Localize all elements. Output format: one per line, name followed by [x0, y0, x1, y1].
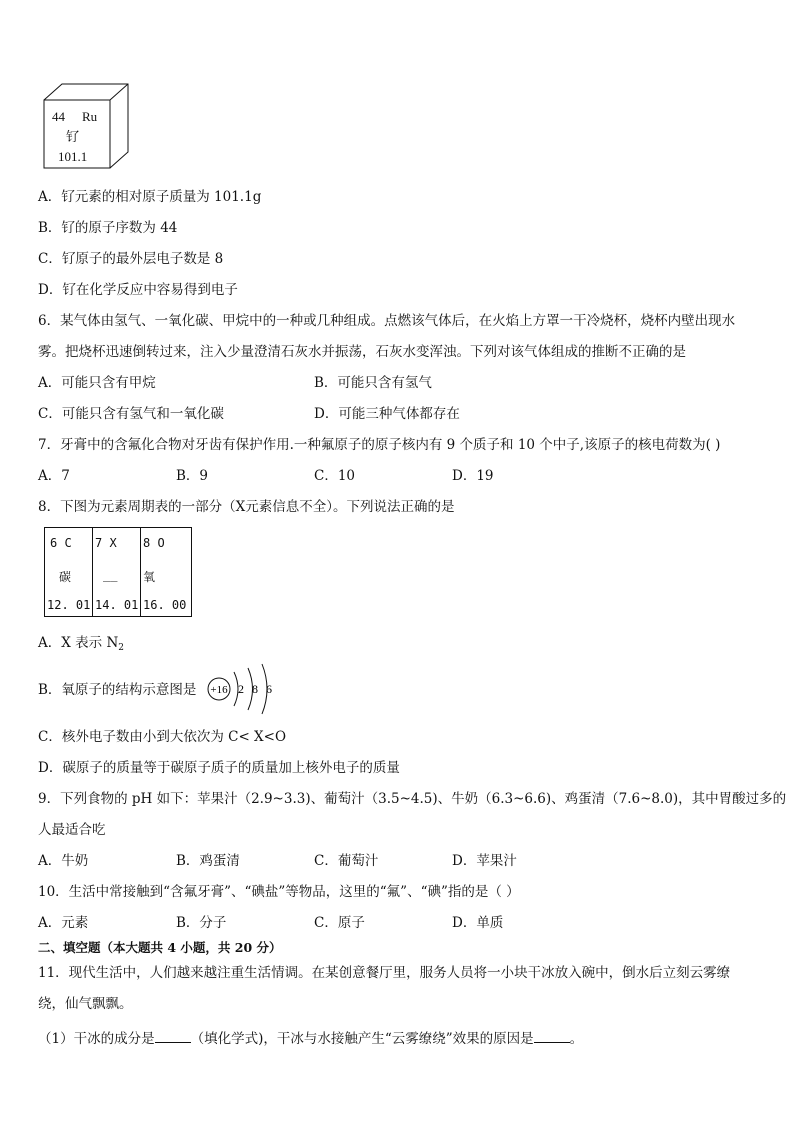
q11-sub1-part-b: （填化学式)，干冰与水接触产生“云雾缭绕”效果的原因是: [190, 1031, 534, 1047]
q10-stem: 10．生活中常接触到“含氟牙膏”、“碘盐”等物品，这里的“氟”、“碘”指的是（ ）: [38, 884, 520, 900]
q9-option-c: C．葡萄汁: [314, 853, 379, 869]
element-cell-carbon: [45, 528, 93, 617]
cell-mass: 14. 01: [95, 598, 139, 612]
element-cell-x: [93, 528, 141, 617]
cell-number-symbol: 8 O: [143, 536, 165, 550]
cell-mass: 16. 00: [143, 598, 187, 612]
q8-option-d: D．碳原子的质量等于碳原子质子的质量加上核外电子的质量: [38, 760, 400, 776]
q9-option-d: D．苹果汁: [452, 853, 517, 869]
q8-option-c: C．核外电子数由小到大依次为 C< X<O: [38, 729, 287, 745]
q7-option-c: C．10: [314, 468, 356, 484]
shell-1-electrons: 2: [238, 682, 244, 696]
q8-stem: 8．下图为元素周期表的一部分（X元素信息不全）。下列说法正确的是: [38, 499, 455, 515]
nucleus-charge: +16: [210, 684, 228, 696]
q6-option-d: D．可能三种气体都存在: [314, 406, 460, 422]
cell-name: 碳: [59, 570, 72, 584]
q7-option-a: A．7: [38, 468, 70, 484]
ru-name: 钌: [66, 129, 80, 144]
q6-option-a: A．可能只含有甲烷: [38, 375, 156, 391]
q11-sub1-part-c: 。: [569, 1031, 584, 1047]
q11-subquestion-1: [38, 1030, 583, 1048]
q8-option-a-text: A．X 表示 N: [38, 635, 119, 651]
cell-number-symbol: 6 C: [50, 536, 72, 550]
q6-option-b: B．可能只含有氢气: [314, 375, 432, 391]
q11-stem-line1: 11．现代生活中，人们越来越注重生活情调。在某创意餐厅里，服务人员将一小块干冰放入碗中，倒水后立刻云雾缭: [38, 965, 731, 981]
q7-option-b: B．9: [176, 468, 209, 484]
q5-option-d: D．钌在化学反应中容易得到电子: [38, 282, 238, 298]
q10-option-d: D．单质: [452, 915, 504, 931]
section-heading: 二、填空题（本大题共 4 小题，共 20 分）: [38, 940, 282, 955]
cell-name: __: [103, 568, 118, 582]
q7-stem: 7．牙膏中的含氟化合物对牙齿有保护作用.一种氟原子的原子核内有 9 个质子和 10 个中子,该原子的核电荷数为( ): [38, 437, 721, 453]
answer-blank-2[interactable]: [534, 1030, 570, 1043]
answer-blank-1[interactable]: [155, 1030, 191, 1043]
q9-option-b: B．鸡蛋清: [176, 853, 240, 869]
q6-option-c: C．可能只含有氢气和一氧化碳: [38, 406, 224, 422]
q9-stem-line2: 人最适合吃: [38, 822, 106, 838]
q10-option-a: A．元素: [38, 915, 89, 931]
shell-3-electrons: 6: [266, 682, 272, 696]
q8-option-a-subscript: 2: [118, 643, 124, 653]
q10-option-b: B．分子: [176, 915, 227, 931]
q5-option-c: C．钌原子的最外层电子数是 8: [38, 251, 224, 267]
oxygen-atom-structure-diagram: [204, 660, 284, 716]
q8-option-a: [38, 634, 124, 657]
cell-name: 氧: [143, 570, 156, 584]
q6-stem-line2: 雾。把烧杯迅速倒转过来，注入少量澄清石灰水并振荡，石灰水变浑浊。下列对该气体组成的推断不正确的是: [38, 344, 686, 360]
shell-2-electrons: 8: [252, 682, 258, 696]
q11-sub1-part-a: （1）干冰的成分是: [38, 1031, 155, 1047]
q9-stem-line1: 9．下列食物的 pH 如下：苹果汁（2.9~3.3)、葡萄汁（3.5~4.5)、牛奶（6.3~6.6)、鸡蛋清（7.6~8.0)，其中胃酸过多的: [38, 791, 787, 807]
q5-option-b: B．钌的原子序数为 44: [38, 220, 178, 236]
q6-stem-line1: 6．某气体由氢气、一氧化碳、甲烷中的一种或几种组成。点燃该气体后，在火焰上方罩一干冷烧杯，烧杯内壁出现水: [38, 313, 736, 329]
cell-number-symbol: 7 X: [95, 536, 117, 550]
q11-stem-line2: 绕，仙气飘飘。: [38, 996, 133, 1012]
q10-option-c: C．原子: [314, 915, 365, 931]
ru-atomic-number: 44: [52, 109, 65, 124]
periodic-table-fragment: [44, 527, 192, 617]
q8-option-b: B．氧原子的结构示意图是: [38, 682, 197, 698]
q9-option-a: A．牛奶: [38, 853, 89, 869]
q5-option-a: A．钌元素的相对原子质量为 101.1g: [38, 189, 262, 205]
cell-mass: 12. 01: [47, 598, 91, 612]
ru-symbol: Ru: [82, 109, 98, 124]
element-cell-oxygen: [141, 528, 192, 617]
ru-mass: 101.1: [58, 149, 88, 164]
q7-option-d: D．19: [452, 468, 494, 484]
